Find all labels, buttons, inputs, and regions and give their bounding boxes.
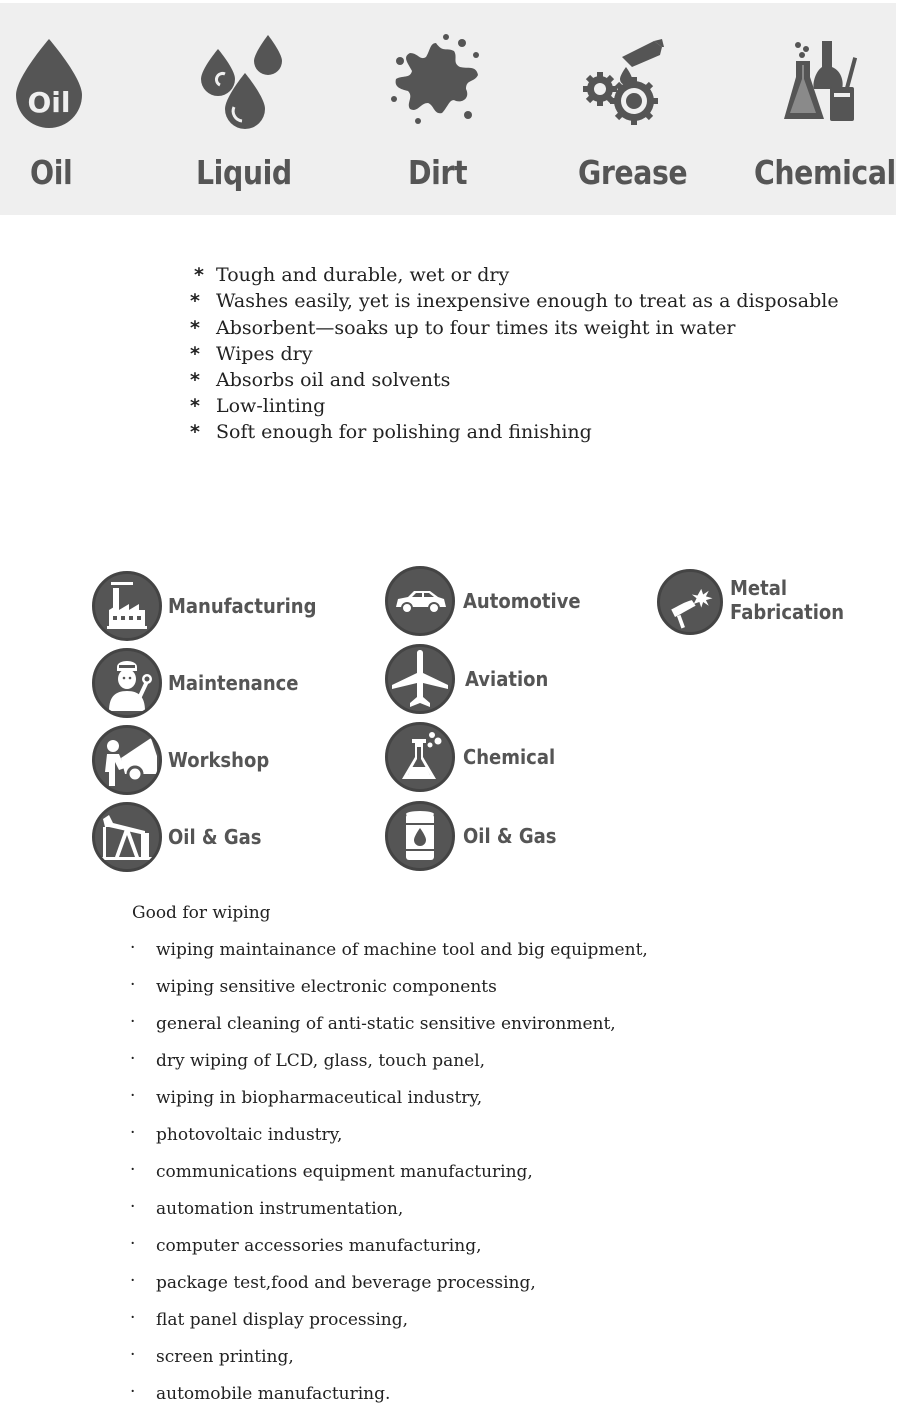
banner-label-dirt: Dirt	[408, 153, 468, 192]
industry-label-workshop: Workshop	[168, 748, 270, 772]
industry-label-maintenance: Maintenance	[168, 671, 299, 695]
car-icon	[385, 566, 455, 636]
factory-icon	[92, 571, 162, 641]
industry-label-manufacturing: Manufacturing	[168, 594, 317, 618]
contaminant-banner	[0, 3, 896, 215]
uses-title: Good for wiping	[132, 903, 271, 923]
airplane-icon	[385, 644, 455, 714]
oil-barrel-icon	[385, 801, 455, 871]
pumpjack-icon	[92, 802, 162, 872]
oil-drop-icon	[14, 37, 84, 129]
industry-label-metal: Metal Fabrication	[730, 576, 845, 624]
oil-drop-text: Oil	[27, 86, 71, 119]
industry-label-aviation: Aviation	[465, 667, 549, 691]
car-repair-icon	[92, 725, 162, 795]
banner-label-oil: Oil	[30, 153, 73, 192]
banner-label-grease: Grease	[578, 153, 688, 192]
liquid-drops-icon	[198, 33, 288, 131]
banner-label-chemical: Chemical	[754, 153, 896, 192]
industry-label-oil-gas-2: Oil & Gas	[463, 824, 557, 848]
industry-label-oil-gas-1: Oil & Gas	[168, 825, 262, 849]
banner-label-liquid: Liquid	[196, 153, 292, 192]
flask-icon	[385, 722, 455, 792]
grease-gears-icon	[582, 37, 668, 127]
mechanic-icon	[92, 648, 162, 718]
dirt-splat-icon	[388, 33, 484, 125]
chemical-flasks-icon	[782, 37, 862, 127]
industry-label-automotive: Automotive	[463, 589, 581, 613]
industry-label-chemical: Chemical	[463, 745, 556, 769]
welding-torch-icon	[657, 569, 723, 635]
